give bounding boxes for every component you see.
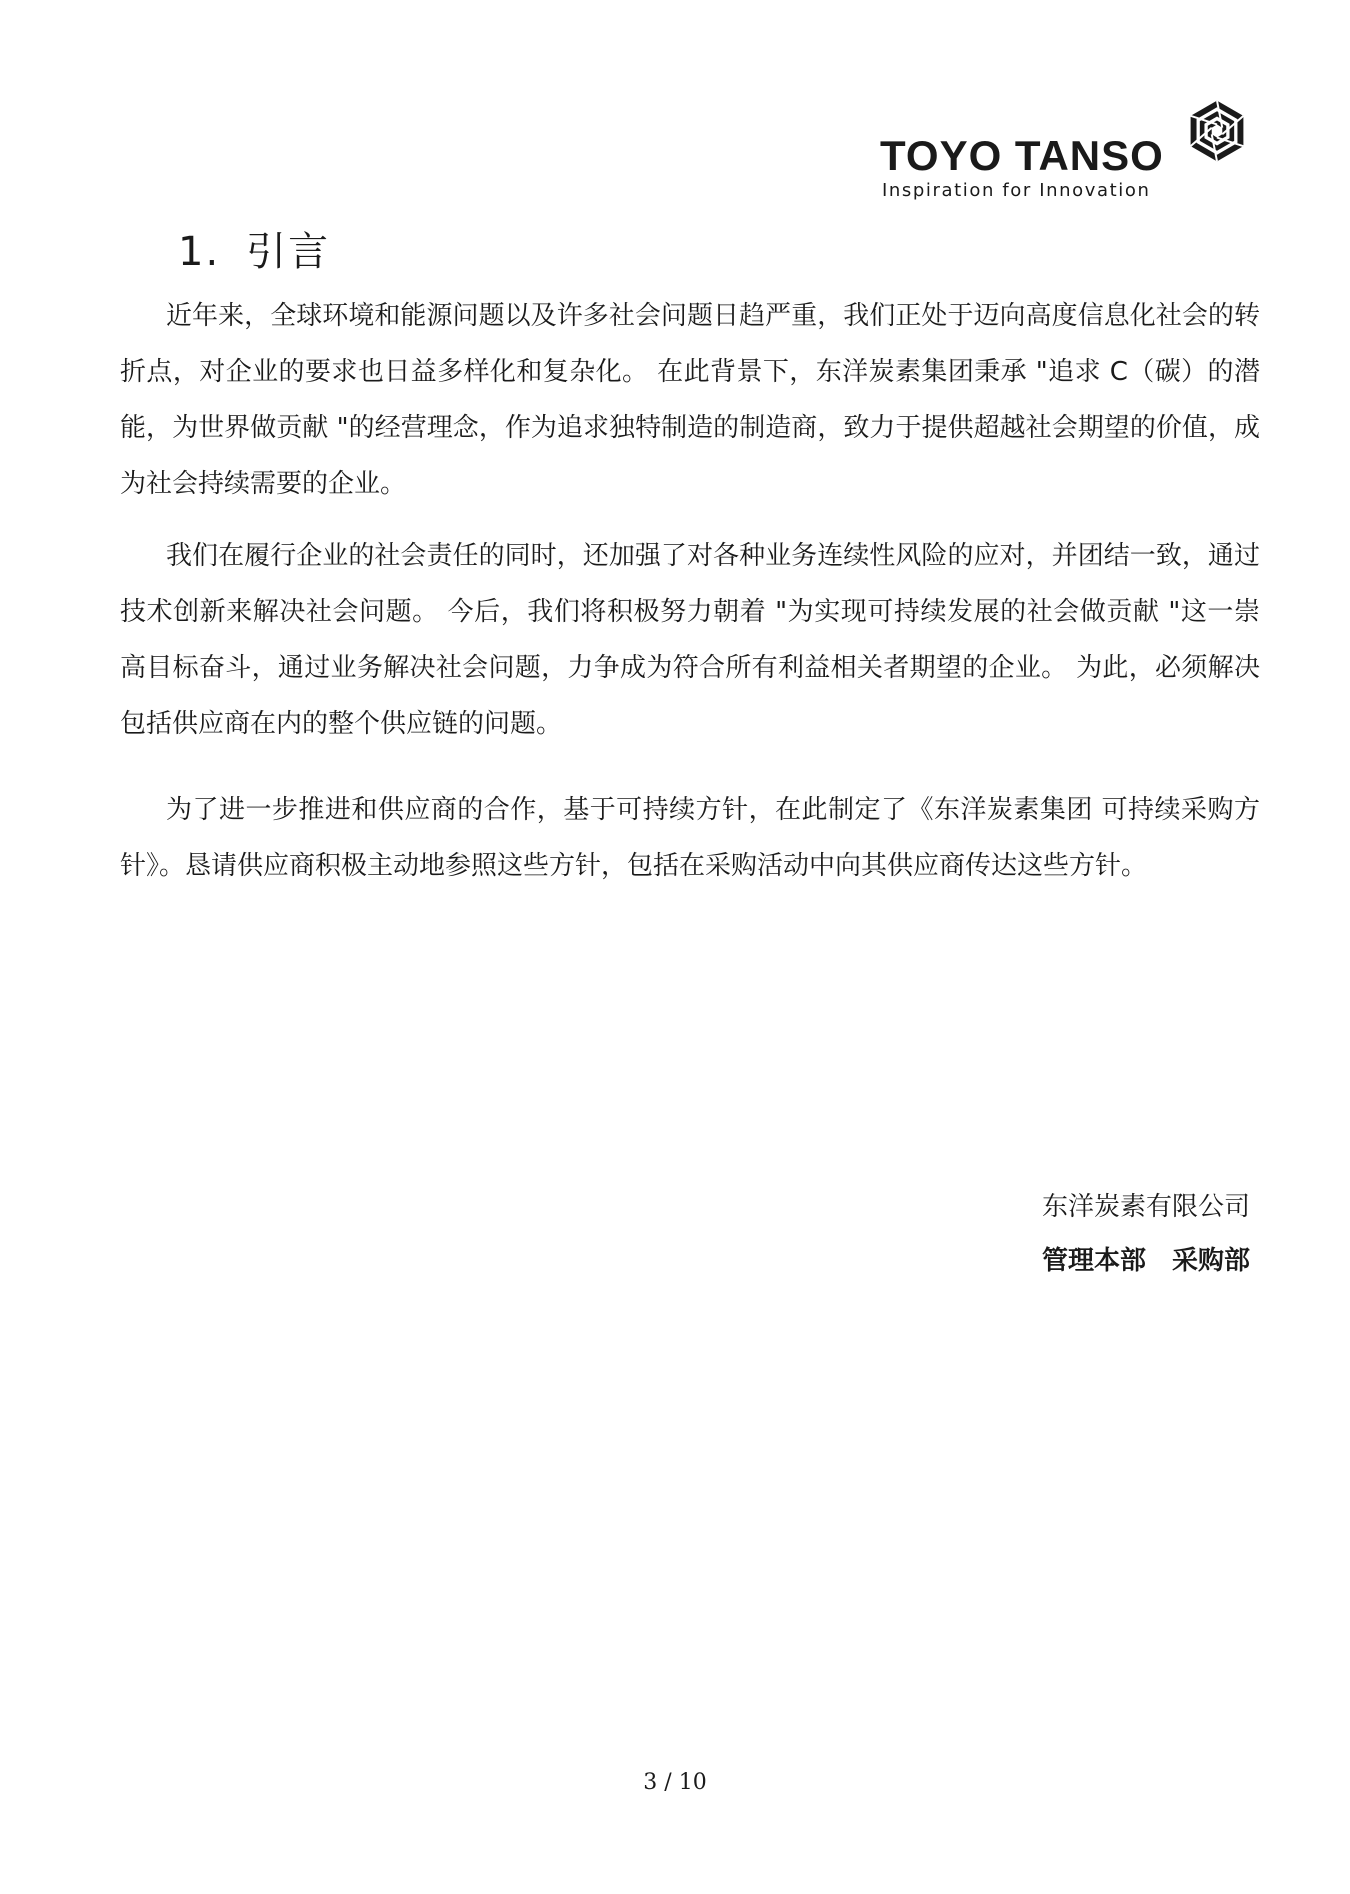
intro-paragraph-2: 我们在履行企业的社会责任的同时，还加强了对各种业务连续性风险的应对，并团结一致，通过技术创新来解决社会问题。 今后，我们将积极努力朝着 "为实现可持续发展的社会做贡献 "这一崇高目标奋斗，通过业务解决社会问题，力争成为符合所有利益相关者期望的企业。 为此，必须解决包括供应商在内的整个供应链的问题。 bbox=[120, 541, 1260, 739]
section-title-text: 引言 bbox=[246, 229, 331, 275]
intro-paragraph-1: 近年来，全球环境和能源问题以及许多社会问题日趋严重，我们正处于迈向高度信息化社会的转折点，对企业的要求也日益多样化和复杂化。 在此背景下，东洋炭素集团秉承 "追求 C（碳）的潜能，为世界做贡献 "的经营理念，作为追求独特制造的制造商，致力于提供超越社会期望的价值，成为社会持续需要的企业。 bbox=[120, 301, 1260, 499]
company-logo bbox=[880, 96, 1250, 206]
hexagon-logo-icon bbox=[1184, 98, 1250, 164]
intro-paragraph-3: 为了进一步推进和供应商的合作，基于可持续方针，在此制定了《东洋炭素集团 可持续采购方针》。恳请供应商积极主动地参照这些方针，包括在采购活动中向其供应商传达这些方针。 bbox=[120, 795, 1260, 881]
signature-department: 管理本部 采购部 bbox=[1041, 1246, 1250, 1276]
signature-company: 东洋炭素有限公司 bbox=[1041, 1192, 1250, 1222]
section-title bbox=[178, 220, 330, 277]
logo-tagline: Inspiration for Innovation bbox=[882, 180, 1151, 201]
logo-name: TOYO TANSO bbox=[880, 132, 1164, 179]
page-number: 3 / 10 bbox=[643, 1770, 707, 1795]
section-number: 1. bbox=[178, 229, 221, 275]
